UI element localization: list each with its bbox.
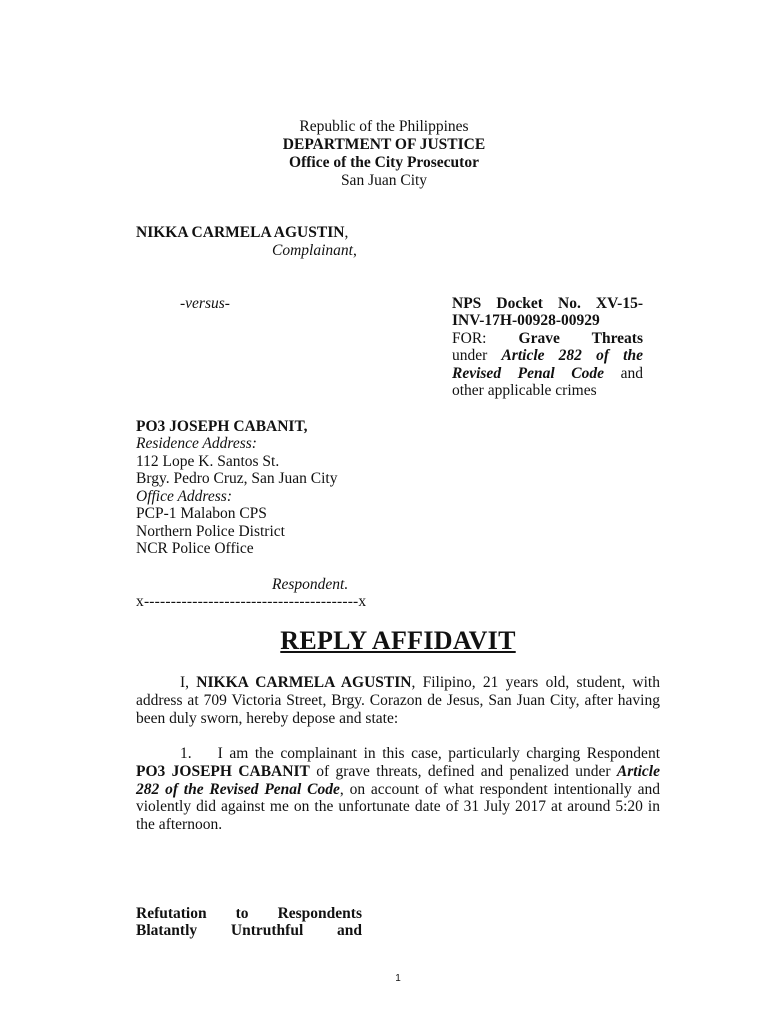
residence-line-2: Brgy. Pedro Cruz, San Juan City bbox=[136, 470, 338, 487]
intro-name: NIKKA CARMELA AGUSTIN bbox=[196, 674, 412, 691]
complainant-role: Complainant bbox=[272, 242, 353, 259]
charge-grave-threats: Grave Threats bbox=[518, 330, 644, 347]
charge-under: under bbox=[452, 347, 488, 364]
office-line-1: PCP-1 Malabon CPS bbox=[136, 505, 267, 522]
office-label: Office Address: bbox=[136, 488, 232, 505]
charge-line-2 bbox=[452, 347, 643, 365]
docket-line-2: INV-17H-00928-00929 bbox=[452, 312, 600, 329]
office-line-2: Northern Police District bbox=[136, 523, 285, 540]
header-department: DEPARTMENT OF JUSTICE bbox=[282, 136, 486, 153]
paragraph-1-text-3: , on account of what respondent intentionally and violently did against me on the unfortunate date of 31 July 2017 at around 5:20 in the afternoon. bbox=[136, 780, 660, 834]
header-office: Office of the City Prosecutor bbox=[289, 154, 479, 171]
complainant-role-line bbox=[272, 242, 357, 260]
intro-text-1: I, bbox=[180, 674, 197, 691]
complainant-name-suffix: , bbox=[344, 224, 349, 241]
respondent-name: PO3 JOSEPH CABANIT, bbox=[136, 418, 308, 435]
residence-label: Residence Address: bbox=[136, 435, 257, 452]
complainant-name: NIKKA CARMELA AGUSTIN bbox=[136, 224, 345, 241]
paragraph-1-respondent: PO3 JOSEPH CABANIT bbox=[136, 762, 310, 780]
paragraph-1-article: Article 282 of the Revised Penal Code bbox=[136, 762, 660, 798]
intro-paragraph bbox=[136, 674, 660, 727]
for-label: FOR: bbox=[452, 330, 487, 347]
paragraph-1-number: 1. bbox=[180, 745, 192, 762]
section-heading-line-2: Blatantly Untruthful and bbox=[136, 922, 362, 939]
charge-line-3 bbox=[452, 365, 643, 383]
paragraph-1 bbox=[136, 745, 660, 834]
paragraph-1-text-1: I am the complainant in this case, particularly charging Respondent bbox=[217, 745, 660, 762]
charge-and: and bbox=[620, 365, 644, 382]
charge-code: Revised Penal Code bbox=[452, 365, 605, 382]
header-city: San Juan City bbox=[340, 172, 428, 189]
charge-line-4: other applicable crimes bbox=[452, 382, 597, 399]
charge-article: Article 282 of the bbox=[501, 347, 643, 364]
respondent-role: Respondent. bbox=[272, 576, 349, 593]
complainant-role-suffix: , bbox=[352, 242, 357, 259]
docket-line-1: NPS Docket No. XV-15- bbox=[452, 295, 643, 312]
page-number: 1 bbox=[395, 973, 401, 984]
versus-label: -versus- bbox=[180, 295, 230, 312]
residence-line-1: 112 Lope K. Santos St. bbox=[136, 453, 280, 470]
intro-text-2: , Filipino, 21 years old, student, with address at 709 Victoria Street, Brgy. Corazon de Jesus, San Juan City, after having been duly sworn, hereby depose and state: bbox=[136, 674, 660, 727]
section-heading-line-1: Refutation to Respondents bbox=[136, 905, 362, 922]
document-title: REPLY AFFIDAVIT bbox=[280, 626, 516, 655]
complainant-block bbox=[136, 224, 348, 242]
header-republic: Republic of the Philippines bbox=[299, 118, 469, 135]
caption-separator: x----------------------------------------x bbox=[136, 593, 367, 610]
charge-line-1 bbox=[452, 330, 643, 348]
paragraph-1-text-2: of grave threats, defined and penalized under bbox=[309, 762, 617, 780]
office-line-3: NCR Police Office bbox=[136, 540, 254, 557]
